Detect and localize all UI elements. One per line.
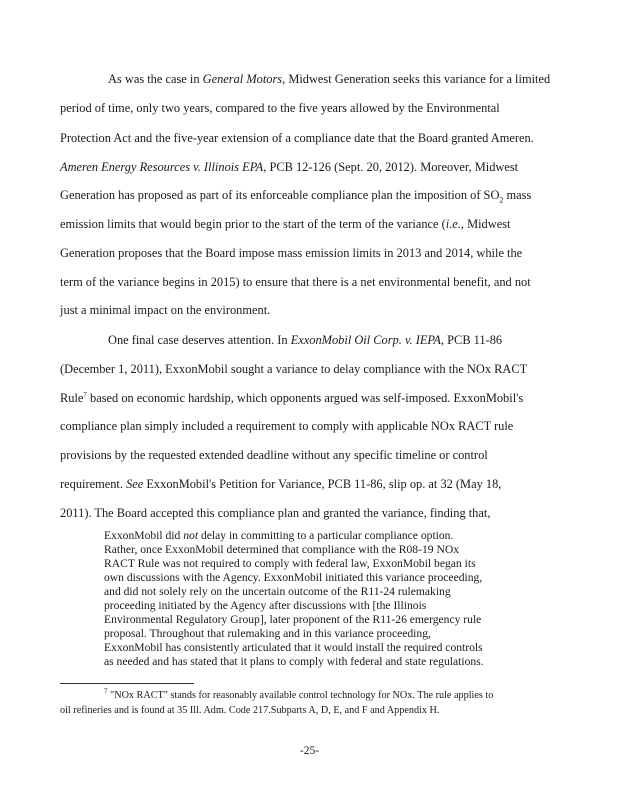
p1-l6-text-a: emission limits that would begin prior to the start of the term of the variance ( [60, 217, 446, 231]
p2-l3-text-a: Rule [60, 391, 84, 405]
p2-line-3 [60, 391, 523, 406]
p1-line-8: term of the variance begins in 2015) to ensure that there is a net environmental benefit, and not [60, 275, 531, 289]
quote-line-8: proposal. Throughout that rulemaking and in this variance proceeding, [104, 627, 431, 640]
quote-line-4: own discussions with the Agency. ExxonMobil initiated this variance proceeding, [104, 571, 483, 584]
quote-line-10: as needed and has stated that it plans to comply with federal and state regulations. [104, 655, 484, 668]
p2-l6-text-a: requirement. [60, 477, 127, 491]
p2-l3-text-b: based on economic hardship, which opponents argued was self-imposed. ExxonMobil's [86, 391, 524, 405]
p2-l1-text-a: One final case deserves attention. In [108, 333, 291, 347]
p2-l6-text-b: ExxonMobil's Petition for Variance, PCB 11-86, slip op. at 32 (May 18, [143, 477, 502, 491]
footnote-separator [60, 683, 194, 684]
quote-line-7: Environmental Regulatory Group], later proponent of the R11-26 emergency rule [104, 613, 482, 626]
footnote-ref-7: 7 [83, 390, 87, 399]
p1-l6-text-b: , Midwest [460, 217, 511, 231]
p2-l1-text-b: , PCB 11-86 [440, 333, 503, 347]
p2-line-7: 2011). The Board accepted this compliance plan and granted the variance, finding that, [60, 506, 491, 520]
quote-line-5: and did not solely rely on the uncertain outcome of the R11-24 rulemaking [104, 585, 451, 598]
p1-line-1 [108, 72, 550, 87]
p2-line-1 [108, 333, 502, 348]
quote-l1-text-a: ExxonMobil did [104, 529, 184, 542]
footnote-line-2: oil refineries and is found at 35 Ill. Adm. Code 217.Subparts A, D, E, and F and Appendix H. [60, 705, 440, 716]
footnote-line-1 [104, 689, 493, 702]
p2-line-5: provisions by the requested extended deadline without any specific timeline or control [60, 448, 488, 462]
quote-italic-not: not [183, 529, 199, 542]
page-number: -25- [299, 745, 320, 757]
quote-l1-text-b: delay in committing to a particular compliance option. [198, 529, 454, 542]
p1-line-6 [60, 217, 510, 232]
case-name-exxonmobil: ExxonMobil Oil Corp. v. IEPA [290, 333, 441, 347]
p2-line-6 [60, 477, 501, 492]
p1-line-4 [60, 160, 518, 175]
signal-see: See [126, 477, 144, 491]
p1-line-2: period of time, only two years, compared to the five years allowed by the Environmental [60, 101, 500, 115]
p1-l1-text-a: As was the case in [108, 72, 203, 86]
p2-line-4: compliance plan simply included a requirement to comply with applicable NOx RACT rule [60, 419, 514, 433]
quote-line-6: proceeding initiated by the Agency after discussions with [the Illinois [104, 599, 427, 612]
quote-line-2: Rather, once ExxonMobil determined that compliance with the R08-19 NOx [104, 543, 459, 556]
footnote-l1-text: "NOx RACT" stands for reasonably available control technology for NOx. The rule applies to [107, 690, 494, 701]
quote-line-1 [104, 529, 453, 543]
p1-l6-italic-ie: i.e. [445, 217, 461, 231]
quote-line-9: ExxonMobil has consistently articulated that it would install the required controls [104, 641, 483, 654]
p1-l4-text-b: , PCB 12-126 (Sept. 20, 2012). Moreover, Midwest [263, 160, 519, 174]
p1-l5-text-a: Generation has proposed as part of its enforceable compliance plan the imposition of SO [60, 188, 500, 202]
p1-line-3: Protection Act and the five-year extension of a compliance date that the Board granted Ameren. [60, 131, 534, 145]
p1-line-7: Generation proposes that the Board impose mass emission limits in 2013 and 2014, while the [60, 246, 523, 260]
footnote-mark-7: 7 [104, 687, 108, 696]
case-name-ameren: Ameren Energy Resources v. Illinois EPA [60, 160, 264, 174]
case-name-general-motors: General Motors [202, 72, 283, 86]
so2-subscript: 2 [499, 195, 504, 205]
p1-l1-text-b: , Midwest Generation seeks this variance for a limited [282, 72, 551, 86]
p1-l5-text-b: mass [503, 188, 532, 202]
p1-line-5 [60, 188, 531, 203]
p1-line-9: just a minimal impact on the environment. [60, 303, 271, 317]
quote-line-3: RACT Rule was not required to comply with federal law, ExxonMobil began its [104, 557, 476, 570]
p2-line-2: (December 1, 2011), ExxonMobil sought a variance to delay compliance with the NOx RACT [60, 362, 528, 376]
